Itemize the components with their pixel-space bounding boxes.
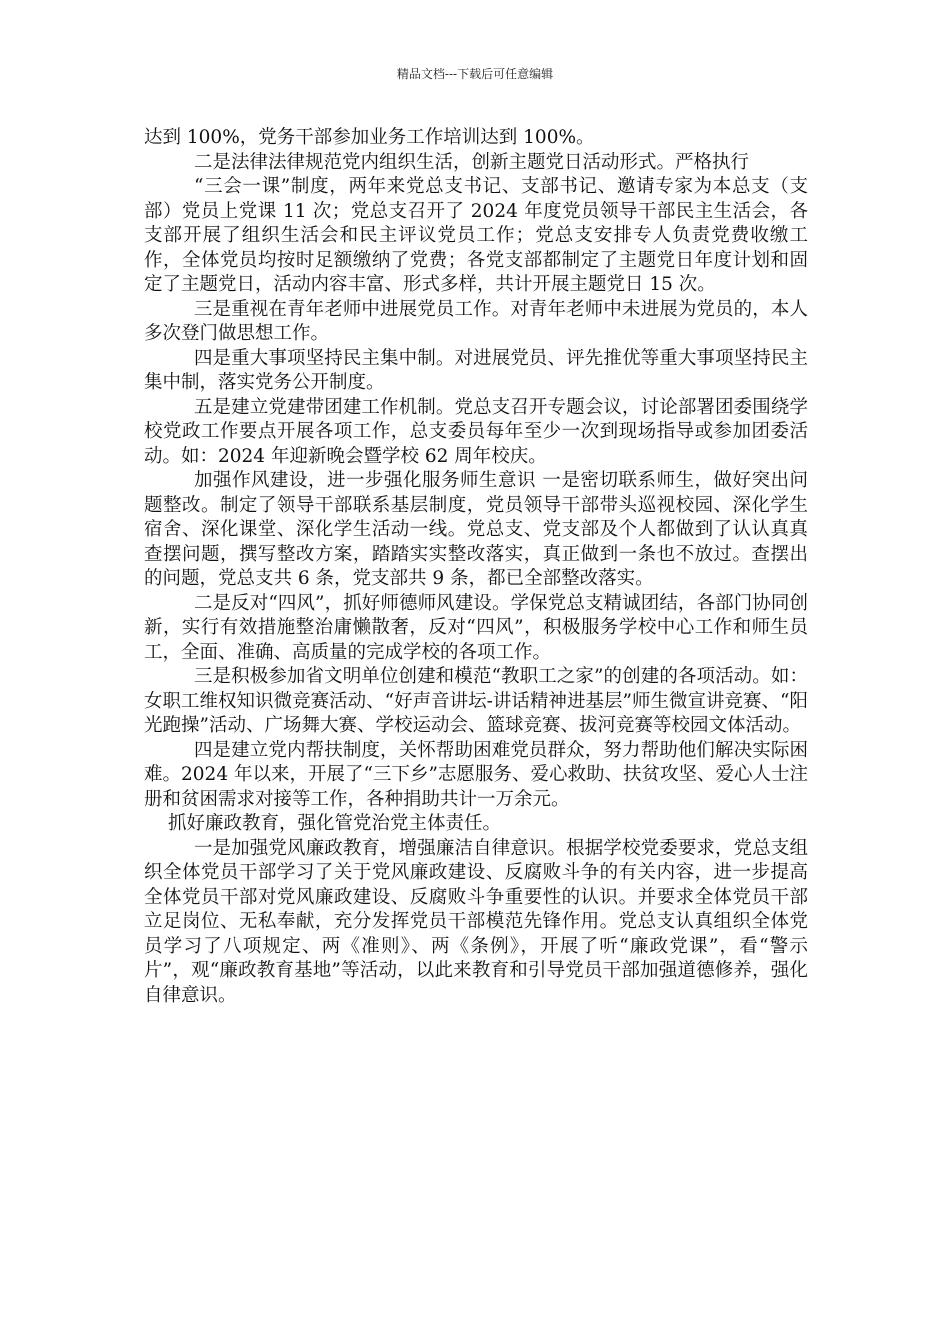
paragraph-3: “三会一课”制度，两年来党总支书记、支部书记、邀请专家为本总支（支部）党员上党课 11 次；党总支召开了 2024 年度党员领导干部民主生活会，各支部开展了组织生活会和民主评议党员工作；党总支安排专人负责党费收缴工作，全体党员均按时足额缴纳了党费；各党支部都制定了主题党日年度计划和固定了主题党日，活动内容丰富、形式多样，共计开展主题党日 15 次。 (144, 176, 808, 295)
paragraph-8: 二是反对“四风”，抓好师德师风建设。学保党总支精诚团结，各部门协同创新，实行有效措施整治庸懒散奢，反对“四风”，积极服务学校中心工作和师生员工，全面、准确、高质量的完成学校的各项工作。 (144, 592, 808, 663)
paragraph-9: 三是积极参加省文明单位创建和模范“教职工之家”的创建的各项活动。如：女职工维权知识微竞赛活动、“好声音讲坛-讲话精神进基层”师生微宣讲竞赛、“阳光跑操”活动、广场舞大赛、学校运动会、篮球竞赛、拔河竞赛等校园文体活动。 (144, 666, 808, 736)
paragraph-11: 抓好廉政教育，强化管党治党主体责任。 (168, 813, 502, 834)
paragraph-2: 二是法律法律规范党内组织生活，创新主题党日活动形式。严格执行 (193, 151, 749, 173)
paragraph-6: 五是建立党建带团建工作机制。党总支召开专题会议，讨论部署团委围绕学校党政工作要点开展各项工作，总支委员每年至少一次到现场指导或参加团委活动。如：2024 年迎新晚会暨学校 62 周年校庆。 (144, 396, 808, 467)
paragraph-5: 四是重大事项坚持民主集中制。对进展党员、评先推优等重大事项坚持民主集中制，落实党务公开制度。 (144, 347, 808, 393)
paragraph-7: 加强作风建设，进一步强化服务师生意识 一是密切联系师生，做好突出问题整改。制定了领导干部联系基层制度，党员领导干部带头巡视校园、深化学生宿舍、深化课堂、深化学生活动一线。党总支、党支部及个人都做到了认认真真查摆问题，撰写整改方案，踏踏实实整改落实，真正做到一条也不放过。查摆出的问题，党总支共 6 条，党支部共 9 条，都已全部整改落实。 (144, 470, 808, 589)
paragraph-12: 一是加强党风廉政教育，增强廉洁自律意识。根据学校党委要求，党总支组织全体党员干部学习了关于党风廉政建设、反腐败斗争的有关内容，进一步提高全体党员干部对党风廉政建设、反腐败斗争重要性的认识。并要求全体党员干部立足岗位、无私奉献，充分发挥党员干部模范先锋作用。党总支认真组织全体党员学习了八项规定、两《准则》、两《条例》，开展了听“廉政党课”，看“警示片”，观“廉政教育基地”等活动，以此来教育和引导党员干部加强道德修养，强化自律意识。 (144, 837, 808, 1006)
paragraph-4: 三是重视在青年老师中进展党员工作。对青年老师中未进展为党员的，本人多次登门做思想工作。 (144, 298, 808, 344)
page-header: 精品文档---下载后可任意编辑 (396, 67, 554, 81)
paragraph-1: 达到 100%，党务干部参加业务工作培训达到 100%。 (144, 127, 595, 148)
paragraph-10: 四是建立党内帮扶制度，关怀帮助困难党员群众，努力帮助他们解决实际困难。2024 年以来，开展了“三下乡”志愿服务、爱心救助、扶贫攻坚、爱心人士注册和贫困需求对接等工作，各种捐助共计一万余元。 (144, 739, 808, 810)
document-body (144, 126, 808, 1008)
